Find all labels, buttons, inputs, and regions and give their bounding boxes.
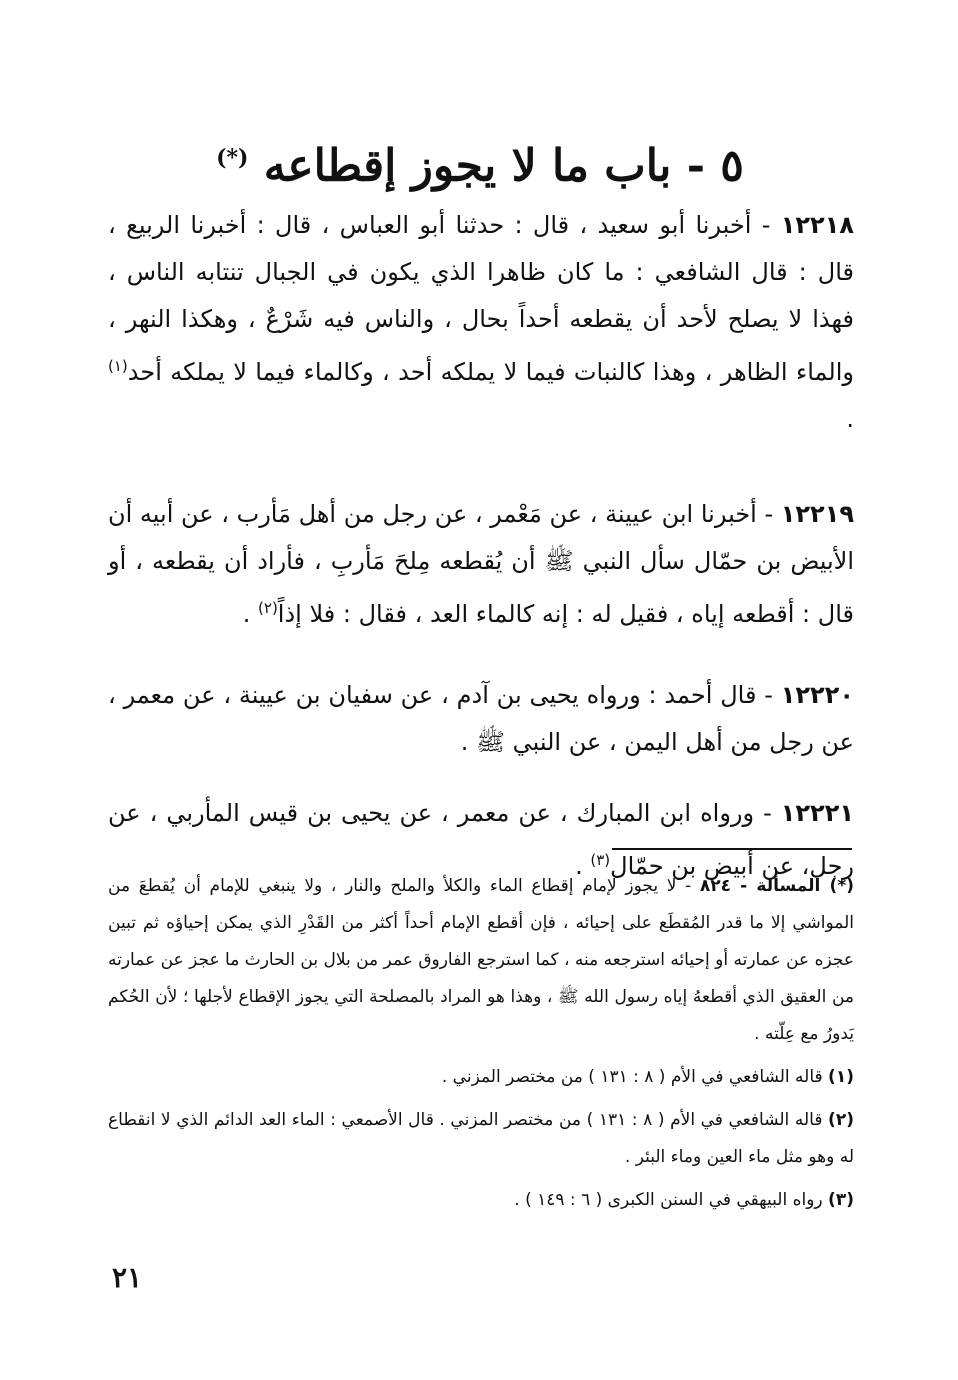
hadith-number: ١٢٢٢١ xyxy=(780,799,854,827)
footnote-item xyxy=(108,868,854,1053)
footnote-label: (٣) xyxy=(828,1190,854,1210)
footnote-label: (١) xyxy=(828,1067,854,1087)
footnote-divider xyxy=(612,848,852,850)
footnote-item xyxy=(108,1059,854,1096)
footnote-text: قاله الشافعي في الأم ( ٨ : ١٣١ ) من مختصر المزني . قال الأصمعي : الماء العد الدائم الذي لا انقطاع له وهو مثل ماء العين وماء البئر . xyxy=(108,1110,854,1167)
footnote-item xyxy=(108,1102,854,1176)
paragraph-end: . xyxy=(242,600,259,628)
footnote-text: - لا يجوز لإمام إقطاع الماء والكلأ والملح والنار ، ولا ينبغي للإمام أن يُقطعَ من المواشي إلا ما قدر المُقطَع على إحيائه ، فإن أقطع الإمام أحداً أكثر من القَدْرِ الذي يمكن إحياؤه ثم تبين عجزه عن عمارته أو إحيائه استرجعه منه ، كما استرجع الفاروق عمر من بلال بن الحارث ما عجز عن عمارته من العقيق الذي أقطعهُ إياه رسول الله ﷺ ، وهذا هو المراد بالمصلحة التي يجوز الإقطاع لأجلها ؛ لأن الحُكم يَدورُ مع عِلّته . xyxy=(108,876,854,1044)
footnote-label: (*) المسألة - ٨٢٤ xyxy=(699,876,854,896)
footnote-ref: (٢) xyxy=(258,599,278,617)
footnotes xyxy=(108,868,854,1225)
footnote-label: (٢) xyxy=(828,1110,854,1130)
footnote-item xyxy=(108,1182,854,1219)
hadith-number: ١٢٢١٩ xyxy=(780,500,854,528)
paragraph-text: - ورواه ابن المبارك ، عن معمر ، عن يحيى بن قيس المأربي ، عن رجل، عن أبيض بن حمّال xyxy=(108,799,854,880)
paragraph-end: . xyxy=(846,405,854,433)
footnote-ref: (٣) xyxy=(590,851,611,869)
chapter-heading xyxy=(110,128,850,197)
paragraph-text: - أخبرنا أبو سعيد ، قال : حدثنا أبو العباس ، قال : أخبرنا الربيع ، قال : قال الشافعي : ما كان ظاهرا الذي يكون في الجبال تنتابه الناس ، فهذا لا يصلح لأحد أن يقطعه أحداً بحال ، والناس فيه شَرْعٌ ، وهكذا النهر ، والماء الظاهر ، وهذا كالنبات فيما لا يملكه أحد ، وكالماء فيما لا يملكه أحد xyxy=(108,211,854,386)
paragraph-end: . xyxy=(575,852,591,880)
chapter-heading-text: ٥ - باب ما لا يجوز إقطاعه xyxy=(263,140,744,192)
heading-footnote-mark: (*) xyxy=(216,145,249,171)
paragraph-text: - أخبرنا ابن عيينة ، عن مَعْمر ، عن رجل من أهل مَأرب ، عن أبيه أن الأبيض بن حمّال سأل النبي ﷺ أن يُقطعه مِلحَ مَأربِ ، فأراد أن يقطعه ، أو قال : أقطعه إياه ، فقيل له : إنه كالماء العد ، فقال : فلا إذاً xyxy=(108,500,854,628)
hadith-number: ١٢٢١٨ xyxy=(780,211,854,239)
footnote-text: قاله الشافعي في الأم ( ٨ : ١٣١ ) من مختصر المزني . xyxy=(441,1067,829,1087)
footnote-text: رواه البيهقي في السنن الكبرى ( ٦ : ١٤٩ ) . xyxy=(514,1190,829,1210)
paragraph-12218 xyxy=(108,202,854,890)
footnote-ref: (١) xyxy=(108,357,128,375)
paragraph-text: - قال أحمد : ورواه يحيى بن آدم ، عن سفيان بن عيينة ، عن معمر ، عن رجل من أهل اليمن ، عن النبي ﷺ xyxy=(108,681,854,756)
hadith-number: ١٢٢٢٠ xyxy=(780,681,854,709)
paragraph-end: . xyxy=(460,728,476,756)
page-number: ٢١ xyxy=(112,1261,143,1294)
